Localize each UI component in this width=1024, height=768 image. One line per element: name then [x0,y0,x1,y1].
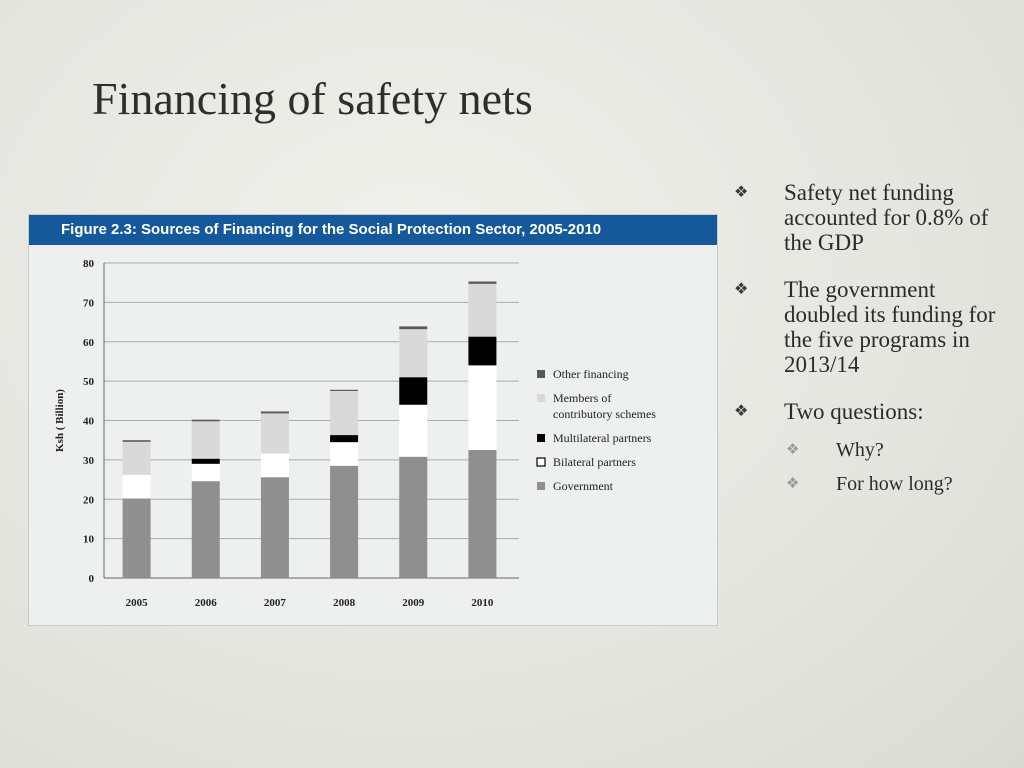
bar-segment [192,464,220,481]
diamond-bullet-icon: ❖ [786,440,800,458]
y-tick-label: 40 [83,415,94,428]
diamond-bullet-icon: ❖ [734,182,749,201]
bullet-text: The government doubled its funding for the five programs in 2013/14 [784,277,996,377]
y-tick-label: 60 [83,336,94,349]
bar-segment [399,457,427,578]
legend-swatch [537,394,545,402]
bar-segment [399,405,427,457]
bar-segment [330,390,358,391]
bar-segment [123,440,151,442]
legend-swatch [537,434,545,442]
chart-title: Figure 2.3: Sources of Financing for the Social Protection Sector, 2005-2010 [29,215,717,245]
diamond-bullet-icon: ❖ [734,401,749,420]
diamond-bullet-icon: ❖ [786,474,800,492]
bar-segment [192,421,220,458]
legend-label: Members of contributory schemes [553,391,656,421]
y-tick-label: 70 [83,297,94,310]
legend-label: Bilateral partners [553,455,636,469]
legend-swatch [537,458,545,466]
bar-segment [261,413,289,453]
legend-swatch [537,370,545,378]
slide-title: Financing of safety nets [92,73,533,124]
bar-segment [192,481,220,578]
y-axis-label: Ksh ( Billion) [54,389,66,452]
y-tick-label: 0 [88,573,94,585]
sub-bullet-text: Why? [836,439,884,461]
bar-segment [192,459,220,464]
chart-figure [28,214,718,626]
bar-segment [468,282,496,284]
bullet-item [734,180,1004,255]
bar-segment [261,477,289,578]
y-tick-label: 30 [83,454,94,467]
bar-segment [330,435,358,442]
legend-label: Government [553,479,613,493]
bar-segment [261,411,289,413]
bar-segment [468,365,496,450]
bullet-text: Two questions: [784,399,924,424]
bar-segment [261,454,289,478]
bar-segment [192,420,220,422]
legend-swatch [537,482,545,490]
y-tick-label: 10 [83,533,94,546]
x-tick-label: 2006 [194,597,217,609]
bar-segment [468,337,496,366]
sub-bullet-item [734,438,1004,462]
diamond-bullet-icon: ❖ [734,279,749,298]
bullet-item [734,277,1004,377]
sub-bullet-item [734,472,1004,496]
legend-label: Multilateral partners [553,431,652,445]
bullet-item [734,399,1004,424]
bar-segment [468,450,496,578]
x-tick-label: 2007 [263,597,286,609]
x-tick-label: 2010 [471,597,494,609]
y-tick-label: 20 [83,494,94,507]
x-tick-label: 2008 [333,597,356,609]
y-tick-label: 50 [83,376,94,389]
bar-segment [399,326,427,329]
bar-segment [330,391,358,435]
bar-segment [330,466,358,578]
bar-segment [123,498,151,578]
bar-segment [468,284,496,337]
x-tick-label: 2005 [125,597,148,609]
stacked-bar-chart [29,245,717,625]
bullet-list [734,180,1004,514]
sub-bullet-text: For how long? [836,473,953,495]
bar-segment [123,442,151,475]
bar-segment [399,377,427,405]
bullet-text: Safety net funding accounted for 0.8% of the GDP [784,180,989,255]
bar-segment [399,329,427,377]
legend-label: Other financing [553,367,629,381]
bar-segment [123,475,151,499]
bar-segment [330,442,358,466]
y-tick-label: 80 [83,258,94,270]
x-tick-label: 2009 [402,597,425,609]
